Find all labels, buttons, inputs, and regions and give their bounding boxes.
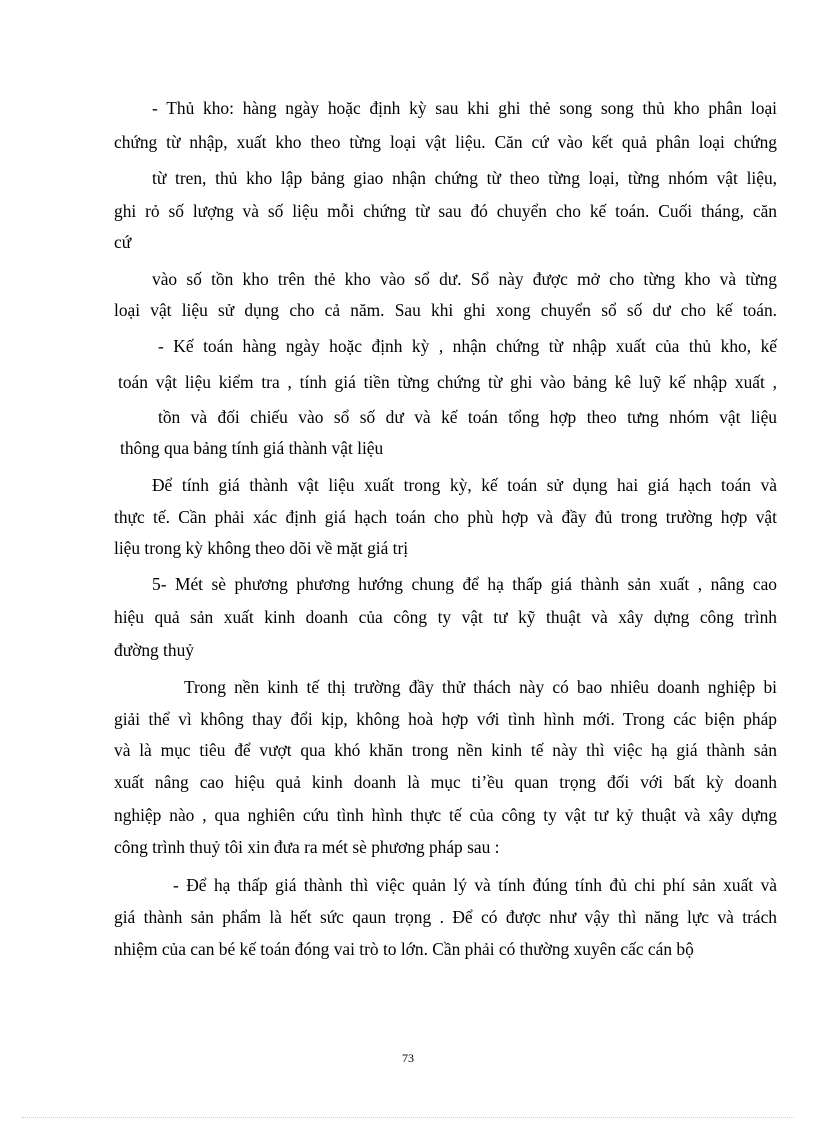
text-line: loại vật liệu sử dụng cho cả năm. Sau khi ghi xong chuyển sổ số dư cho kế toán. xyxy=(114,300,777,320)
text-line: công trình thuỷ tôi xin đưa ra mét sè phương pháp sau : xyxy=(114,837,500,857)
text-line: liệu trong kỳ không theo dõi về mặt giá trị xyxy=(114,538,409,558)
text-line: Để tính giá thành vật liệu xuất trong kỳ, kế toán sử dụng hai giá hạch toán và xyxy=(152,475,777,495)
text-line: - Kế toán hàng ngày hoặc định kỳ , nhận chứng từ nhập xuất của thủ kho, kế xyxy=(158,336,777,356)
text-line: vào số tồn kho trên thẻ kho vào sổ dư. Sổ này được mở cho từng kho và từng xyxy=(152,269,777,289)
text-line: - Để hạ thấp giá thành thì việc quản lý và tính đúng tính đủ chi phí sản xuất và xyxy=(173,875,777,895)
text-line: tồn và đối chiếu vào sổ số dư và kế toán tổng hợp theo tưng nhóm vật liệu xyxy=(158,407,777,427)
page-number: 73 xyxy=(402,1051,414,1065)
text-line: thông qua bảng tính giá thành vật liệu xyxy=(120,438,384,458)
text-line: xuất nâng cao hiệu quả kinh doanh là mục ti’ều quan trọng đối với bất kỳ doanh xyxy=(114,772,777,792)
text-line: ghi rỏ số lượng và số liệu mỗi chứng từ sau đó chuyển cho kế toán. Cuối tháng, căn xyxy=(114,201,777,221)
text-line: nghiệp nào , qua nghiên cứu tình hình thực tế của công ty vật tư kỷ thuật và xây dựng xyxy=(114,805,777,825)
text-line: giá thành sản phẩm là hết sức qaun trọng . Để có được như vậy thì năng lực và trách xyxy=(114,907,777,927)
text-line: toán vật liệu kiểm tra , tính giá tiền từng chứng từ ghi vào bảng kê luỹ kế nhập xuất , xyxy=(118,372,777,392)
text-line: hiệu quả sản xuất kinh doanh của công ty vật tư kỹ thuật và xây dựng công trình xyxy=(114,607,777,627)
text-line: Trong nền kinh tế thị trường đầy thử thách này có bao nhiêu doanh nghiệp bi xyxy=(184,677,777,697)
text-line: từ tren, thủ kho lập bảng giao nhận chứng từ theo từng loại, từng nhóm vật liệu, xyxy=(152,168,777,188)
text-line: nhiệm của can bé kế toán đóng vai trò to lớn. Cần phải có thường xuyên cấc cán bộ xyxy=(114,939,694,959)
text-line: chứng từ nhập, xuất kho theo từng loại vật liệu. Căn cứ vào kết quả phân loại chứng xyxy=(114,132,777,152)
text-line: giải thể vì không thay đổi kịp, không hoà hợp với tình hình mới. Trong các biện pháp xyxy=(114,709,777,729)
text-line: thực tế. Cần phải xác định giá hạch toán cho phù hợp và đầy đủ trong trường hợp vật xyxy=(114,507,777,527)
text-line: và là mục tiêu để vượt qua khó khăn trong nền kinh tế này thì việc hạ giá thành sản xyxy=(114,740,777,760)
page-bottom-border xyxy=(22,1117,794,1118)
text-line: đường thuỷ xyxy=(114,640,194,660)
text-line: 5- Mét sè phương phương hướng chung để hạ thấp giá thành sản xuất , nâng cao xyxy=(152,574,777,594)
text-line: - Thủ kho: hàng ngày hoặc định kỳ sau khi ghi thẻ song song thủ kho phân loại xyxy=(152,98,777,118)
text-line: cứ xyxy=(114,232,132,252)
